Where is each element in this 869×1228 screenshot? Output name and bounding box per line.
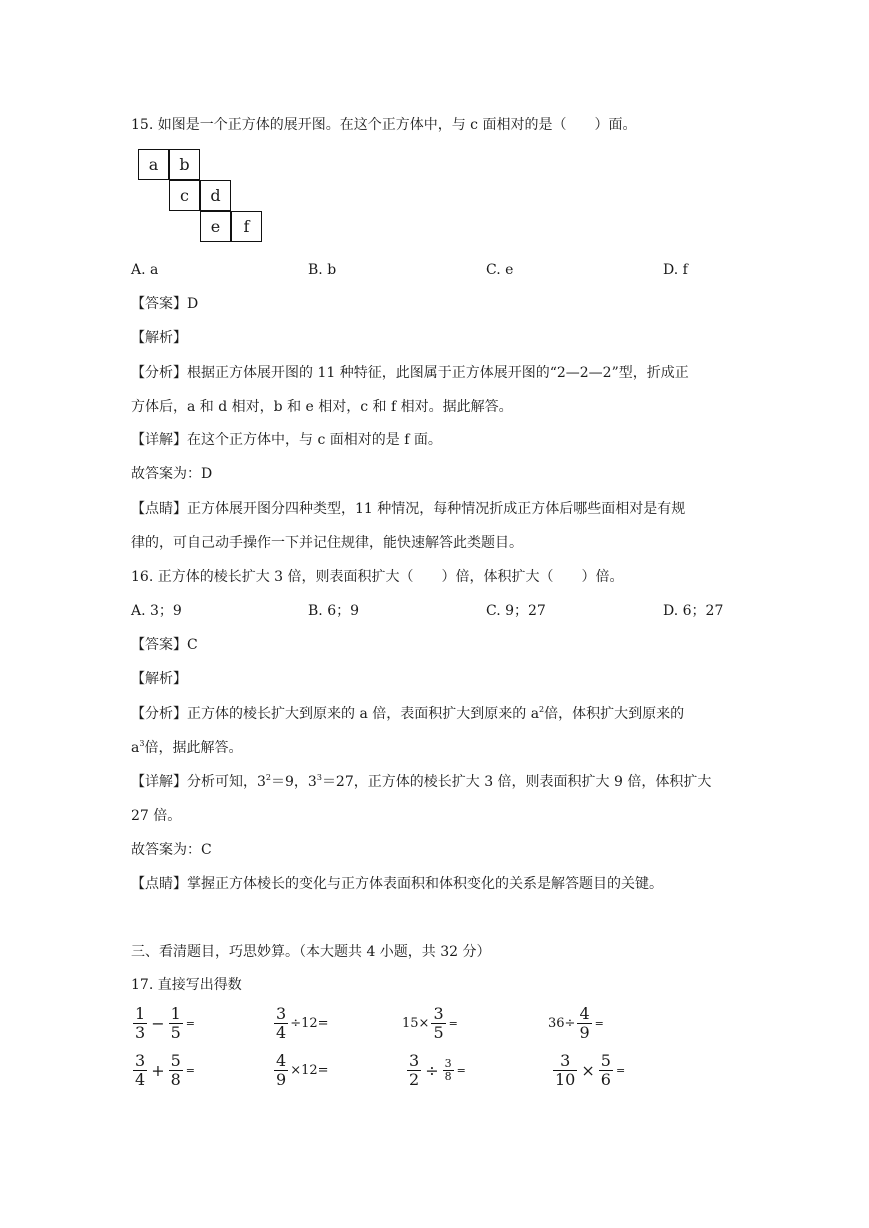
- numerator: 3: [409, 1051, 420, 1070]
- q15-option-d: D. f: [663, 262, 688, 278]
- q16-fenxi2-text-a: a: [131, 740, 140, 756]
- calc-expression-8: [551, 1052, 625, 1089]
- equals-sign: =: [594, 1017, 604, 1030]
- numerator: 3: [433, 1004, 444, 1023]
- fraction: [133, 1052, 147, 1089]
- q16-option-d: D. 6；27: [663, 603, 724, 619]
- q16-xiangjie-line2: 27 倍。: [131, 808, 182, 824]
- equals-sign: =: [456, 1064, 466, 1077]
- q16-fenxi-line2: [131, 738, 242, 758]
- denominator: 5: [433, 1023, 444, 1042]
- denominator: 8: [444, 1070, 452, 1083]
- q16-xj-text-b: ＝9，3: [271, 774, 317, 790]
- net-cell-c: c: [169, 180, 200, 211]
- denominator: 6: [600, 1070, 611, 1089]
- expression-tail: ×12=: [290, 1063, 329, 1078]
- fraction: [274, 1052, 288, 1089]
- numerator: 1: [170, 1004, 181, 1023]
- operator: +: [151, 1061, 165, 1080]
- calc-expression-4: [548, 1005, 604, 1042]
- numerator: 3: [444, 1057, 452, 1070]
- net-cell-e: e: [200, 211, 231, 242]
- calc-expression-2: [272, 1005, 329, 1042]
- denominator: 10: [555, 1070, 576, 1089]
- net-cell-a: a: [138, 149, 169, 180]
- q16-stem: 16. 正方体的棱长扩大 3 倍，则表面积扩大（ ）倍，体积扩大（ ）倍。: [131, 569, 624, 585]
- q15-option-b: B. b: [308, 262, 337, 278]
- fraction: [169, 1052, 183, 1089]
- q15-stem: 15. 如图是一个正方体的展开图。在这个正方体中，与 c 面相对的是（ ）面。: [131, 117, 637, 133]
- denominator: 2: [409, 1070, 420, 1089]
- q16-dianjing: 【点睛】掌握正方体棱长的变化与正方体表面积和体积变化的关系是解答题目的关键。: [131, 876, 663, 892]
- denominator: 9: [579, 1023, 590, 1042]
- q15-conclusion: 故答案为：D: [131, 466, 213, 482]
- equals-sign: =: [615, 1064, 626, 1077]
- q16-conclusion: 故答案为：C: [131, 842, 212, 858]
- q16-xj-sup-2: 2: [265, 773, 272, 782]
- fraction: [577, 1005, 591, 1042]
- fraction: [133, 1005, 147, 1042]
- operator: −: [151, 1014, 165, 1033]
- q15-analysis-label: 【解析】: [131, 330, 187, 346]
- numerator: 1: [135, 1004, 146, 1023]
- net-cell-b: b: [169, 149, 200, 180]
- q16-xiangjie-line1: [131, 772, 711, 792]
- q15-fenxi-line1: 【分析】根据正方体展开图的 11 种特征，此图属于正方体展开图的“2—2—2”型，折成正: [131, 365, 689, 381]
- expression-lead: 36÷: [548, 1016, 576, 1031]
- q16-xj-text-a: 【详解】分析可知，3: [131, 774, 266, 790]
- numerator: 4: [276, 1051, 287, 1070]
- denominator: 5: [170, 1023, 181, 1042]
- net-cell-f: f: [231, 211, 262, 242]
- net-cell-d: d: [200, 180, 231, 211]
- section3-heading: 三、看清题目，巧思妙算。（本大题共 4 小题，共 32 分）: [131, 944, 491, 960]
- numerator: 3: [560, 1051, 571, 1070]
- denominator: 3: [135, 1023, 146, 1042]
- fraction: [599, 1052, 613, 1089]
- fraction: [431, 1005, 445, 1042]
- q16-fenxi-text-b: 倍，体积扩大到原来的: [544, 706, 685, 722]
- q16-option-c: C. 9；27: [486, 603, 546, 619]
- calc-expression-6: [272, 1052, 329, 1089]
- calc-expression-7: [405, 1052, 466, 1089]
- q16-fenxi2-text-b: 倍，据此解答。: [144, 740, 243, 756]
- q15-xiangjie: 【详解】在这个正方体中，与 c 面相对的是 f 面。: [131, 432, 442, 448]
- denominator: 9: [276, 1070, 287, 1089]
- q16-fenxi-sup-2: 2: [539, 705, 545, 714]
- q16-option-b: B. 6；9: [308, 603, 360, 619]
- q17-stem: 17. 直接写出得数: [131, 977, 242, 993]
- q15-answer: 【答案】D: [131, 296, 199, 312]
- q16-xj-sup-3: 3: [316, 773, 322, 782]
- numerator: 5: [170, 1051, 181, 1070]
- equals-sign: =: [185, 1017, 195, 1030]
- operator: ×: [581, 1061, 595, 1080]
- numerator: 5: [600, 1051, 611, 1070]
- calc-expression-1: [131, 1005, 195, 1042]
- equals-sign: =: [448, 1017, 458, 1030]
- numerator: 4: [579, 1004, 590, 1023]
- q16-fenxi-text-a: 【分析】正方体的棱长扩大到原来的 a 倍，表面积扩大到原来的 a: [131, 706, 540, 722]
- q16-xj-text-c: ＝27，正方体的棱长扩大 3 倍，则表面积扩大 9 倍，体积扩大: [321, 774, 712, 790]
- equals-sign: =: [185, 1064, 195, 1077]
- q16-answer: 【答案】C: [131, 637, 198, 653]
- q16-option-a: A. 3；9: [131, 603, 182, 619]
- denominator: 8: [170, 1070, 181, 1089]
- q15-fenxi-line2: 方体后，a 和 d 相对，b 和 e 相对，c 和 f 相对。据此解答。: [131, 399, 513, 415]
- fraction: [274, 1005, 288, 1042]
- q16-fenxi-line1: [131, 704, 684, 724]
- calc-expression-3: [402, 1005, 458, 1042]
- fraction: [407, 1052, 421, 1089]
- fraction-small: [443, 1058, 454, 1083]
- fraction: [553, 1052, 577, 1089]
- q15-option-a: A. a: [131, 262, 159, 278]
- q16-fenxi2-sup-3: 3: [139, 739, 145, 748]
- q15-dianjing-line1: 【点睛】正方体展开图分四种类型，11 种情况，每种情况折成正方体后哪些面相对是有规: [131, 501, 686, 517]
- expression-lead: 15×: [402, 1016, 430, 1031]
- numerator: 3: [276, 1004, 287, 1023]
- numerator: 3: [135, 1051, 146, 1070]
- fraction: [169, 1005, 183, 1042]
- denominator: 4: [135, 1070, 146, 1089]
- q16-analysis-label: 【解析】: [131, 671, 187, 687]
- q15-option-c: C. e: [486, 262, 514, 278]
- denominator: 4: [276, 1023, 287, 1042]
- expression-tail: ÷12=: [290, 1016, 329, 1031]
- calc-expression-5: [131, 1052, 195, 1089]
- q15-dianjing-line2: 律的，可自己动手操作一下并记住规律，能快速解答此类题目。: [131, 535, 523, 551]
- operator: ÷: [425, 1061, 439, 1080]
